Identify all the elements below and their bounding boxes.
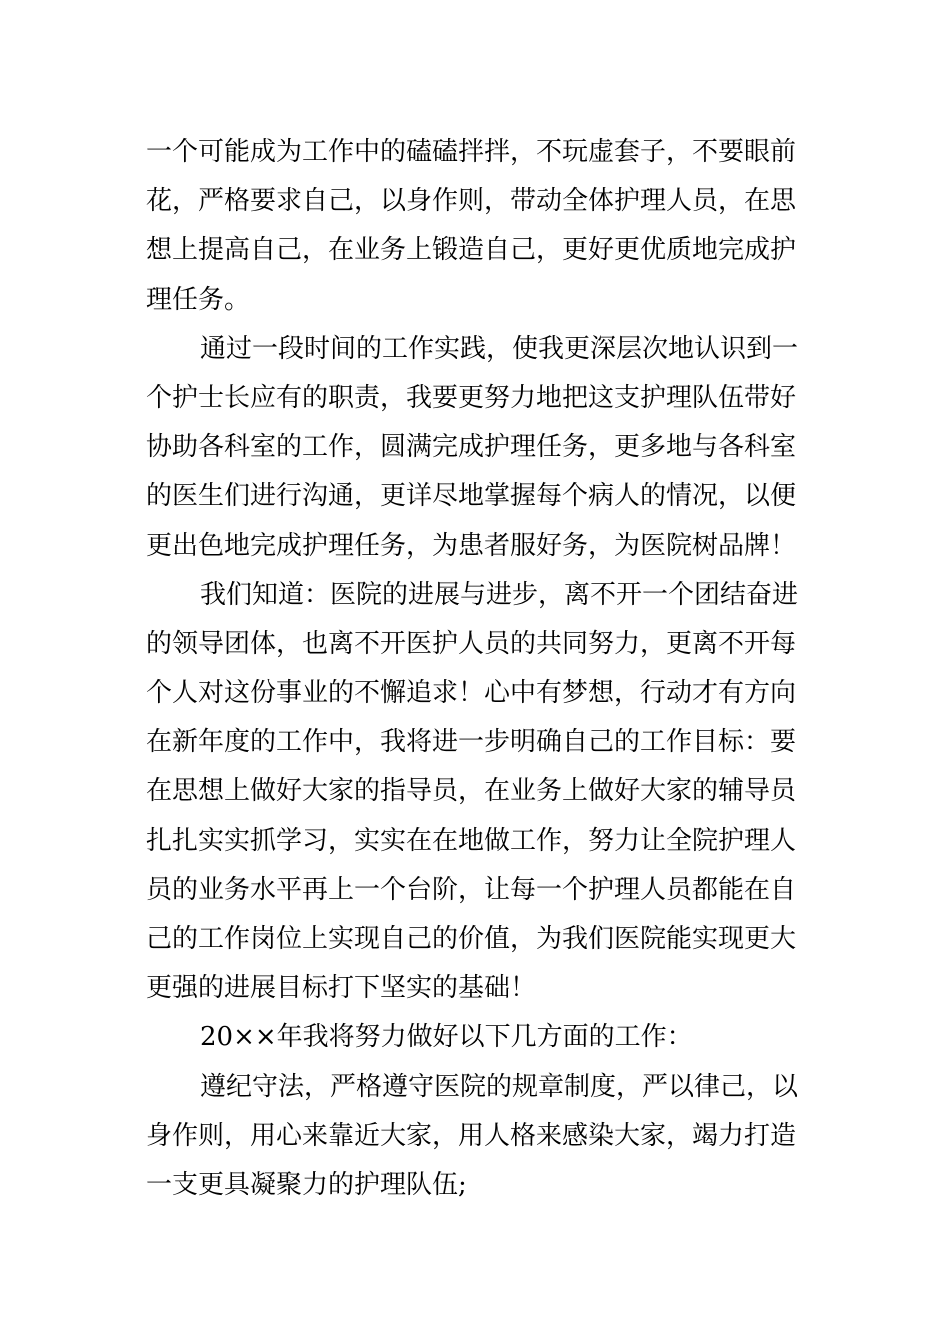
text-line: 个人对这份事业的不懈追求！心中有梦想，行动才有方向 (146, 678, 797, 709)
text-line: 的领导团体，也离不开医护人员的共同努力，更离不开每 (146, 628, 797, 659)
text-line: 更出色地完成护理任务，为患者服好务，为医院树品牌！ (146, 530, 797, 561)
text-line: 想上提高自己，在业务上锻造自己，更好更优质地完成护 (146, 235, 797, 266)
paragraph-first-line: 通过一段时间的工作实践，使我更深层次地认识到一 (200, 333, 799, 364)
paragraph-first-line: 我们知道：医院的进展与进步，离不开一个团结奋进 (200, 579, 799, 610)
text-line: 的医生们进行沟通，更详尽地掌握每个病人的情况，以便 (146, 481, 797, 512)
text-line: 更强的进展目标打下坚实的基础！ (146, 973, 537, 1004)
document-body (146, 128, 811, 1210)
text-line: 理任务。 (146, 284, 251, 315)
text-line: 扎扎实实抓学习，实实在在地做工作，努力让全院护理人 (146, 825, 797, 856)
text-line: 协助各科室的工作，圆满完成护理任务，更多地与各科室 (146, 432, 797, 463)
paragraph-first-line: 20××年我将努力做好以下几方面的工作： (200, 1022, 693, 1053)
paragraph-first-line: 遵纪守法，严格遵守医院的规章制度，严以律己，以 (200, 1071, 799, 1102)
text-line: 员的业务水平再上一个台阶，让每一个护理人员都能在自 (146, 874, 797, 905)
text-line: 一支更具凝聚力的护理队伍; (146, 1169, 467, 1200)
text-line: 一个可能成为工作中的磕磕拌拌，不玩虚套子，不要眼前 (146, 137, 797, 167)
text-line: 在思想上做好大家的指导员，在业务上做好大家的辅导员 (146, 776, 797, 807)
text-line: 在新年度的工作中，我将进一步明确自己的工作目标：要 (146, 727, 797, 758)
text-line: 身作则，用心来靠近大家，用人格来感染大家，竭力打造 (146, 1120, 797, 1151)
text-line: 花，严格要求自己，以身作则，带动全体护理人员，在思 (146, 186, 797, 217)
text-line: 己的工作岗位上实现自己的价值，为我们医院能实现更大 (146, 924, 797, 954)
text-line: 个护士长应有的职责，我要更努力地把这支护理队伍带好 (146, 382, 797, 413)
